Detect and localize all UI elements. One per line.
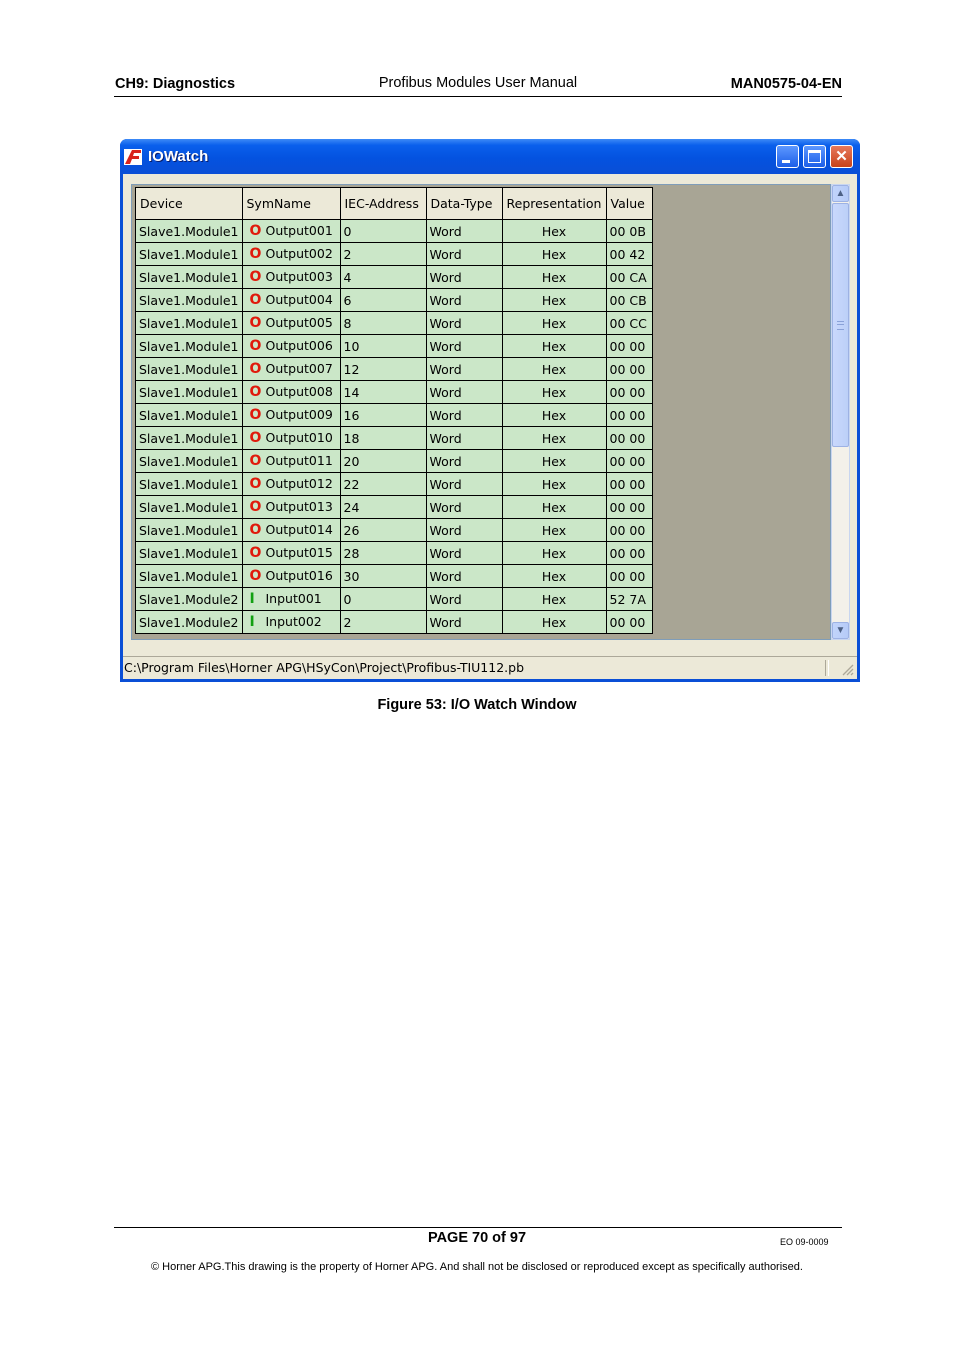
symname-cell [242, 312, 340, 335]
device-cell: Slave1.Module1 [136, 358, 243, 381]
value-cell: 00 00 [606, 381, 652, 404]
data-type-cell: Word [426, 266, 502, 289]
data-type-cell: Word [426, 220, 502, 243]
representation-cell: Hex [502, 243, 606, 266]
table-row[interactable] [136, 266, 653, 289]
output-marker-icon: O [249, 453, 262, 469]
data-type-cell: Word [426, 611, 502, 634]
table-row[interactable] [136, 473, 653, 496]
data-type-cell: Word [426, 358, 502, 381]
column-header-symname[interactable]: SymName [242, 188, 340, 220]
table-row[interactable] [136, 220, 653, 243]
output-marker-icon: O [249, 246, 262, 262]
symname-cell [242, 519, 340, 542]
output-marker-icon: O [249, 499, 262, 515]
output-marker-icon: O [249, 568, 262, 584]
value-cell: 00 00 [606, 427, 652, 450]
value-cell: 52 7A [606, 588, 652, 611]
data-type-cell: Word [426, 519, 502, 542]
device-cell: Slave1.Module1 [136, 335, 243, 358]
table-row[interactable] [136, 427, 653, 450]
iec-address-cell: 22 [340, 473, 426, 496]
window-titlebar[interactable] [120, 139, 860, 174]
device-cell: Slave1.Module1 [136, 404, 243, 427]
table-row[interactable] [136, 404, 653, 427]
representation-cell: Hex [502, 404, 606, 427]
output-marker-icon: O [249, 545, 262, 561]
output-marker-icon: O [249, 407, 262, 423]
device-cell: Slave1.Module1 [136, 220, 243, 243]
data-type-cell: Word [426, 565, 502, 588]
symname-cell [242, 542, 340, 565]
symname-label: Output010 [265, 430, 333, 445]
symname-cell [242, 473, 340, 496]
hsycon-app-icon [123, 147, 143, 167]
symname-label: Output011 [265, 453, 333, 468]
column-header-representation[interactable]: Representation [502, 188, 606, 220]
copyright-notice: © Horner APG.This drawing is the property of Horner APG. And shall not be disclosed or reproduced except as specifically authorised. [151, 1261, 803, 1273]
symname-cell [242, 243, 340, 266]
table-row[interactable] [136, 565, 653, 588]
table-row[interactable] [136, 335, 653, 358]
device-cell: Slave1.Module1 [136, 381, 243, 404]
representation-cell: Hex [502, 588, 606, 611]
symname-label: Input001 [265, 591, 322, 606]
scroll-up-button[interactable] [832, 185, 849, 202]
device-cell: Slave1.Module2 [136, 611, 243, 634]
symname-label: Output009 [265, 407, 333, 422]
value-cell: 00 0B [606, 220, 652, 243]
value-cell: 00 00 [606, 519, 652, 542]
table-row[interactable] [136, 496, 653, 519]
table-row[interactable] [136, 243, 653, 266]
close-button[interactable] [830, 145, 853, 168]
data-type-cell: Word [426, 289, 502, 312]
value-cell: 00 00 [606, 450, 652, 473]
data-type-cell: Word [426, 243, 502, 266]
iowatch-window [120, 139, 860, 682]
grip-icon [837, 321, 844, 330]
scroll-thumb[interactable] [832, 203, 849, 447]
symname-label: Output008 [265, 384, 333, 399]
device-cell: Slave1.Module2 [136, 588, 243, 611]
data-type-cell: Word [426, 404, 502, 427]
symname-cell [242, 588, 340, 611]
symname-cell [242, 289, 340, 312]
data-type-cell: Word [426, 381, 502, 404]
data-type-cell: Word [426, 542, 502, 565]
device-cell: Slave1.Module1 [136, 519, 243, 542]
maximize-button[interactable] [803, 145, 826, 168]
representation-cell: Hex [502, 220, 606, 243]
value-cell: 00 00 [606, 404, 652, 427]
symname-label: Output001 [265, 223, 333, 238]
status-divider [825, 660, 829, 676]
table-row[interactable] [136, 611, 653, 634]
value-cell: 00 CC [606, 312, 652, 335]
table-row[interactable] [136, 519, 653, 542]
iec-address-cell: 2 [340, 243, 426, 266]
vertical-scrollbar[interactable] [831, 184, 850, 640]
table-row[interactable] [136, 289, 653, 312]
value-cell: 00 CA [606, 266, 652, 289]
iec-address-cell: 18 [340, 427, 426, 450]
table-row[interactable] [136, 542, 653, 565]
data-type-cell: Word [426, 427, 502, 450]
eo-number: EO 09-0009 [780, 1237, 829, 1247]
chevron-down-icon: ▼ [835, 625, 846, 636]
window-title: IOWatch [148, 148, 209, 165]
device-cell: Slave1.Module1 [136, 473, 243, 496]
symname-label: Output013 [265, 499, 333, 514]
table-row[interactable] [136, 312, 653, 335]
value-cell: 00 00 [606, 335, 652, 358]
representation-cell: Hex [502, 335, 606, 358]
figure-caption: Figure 53: I/O Watch Window [377, 697, 577, 713]
input-marker-icon: I [249, 591, 255, 607]
output-marker-icon: O [249, 269, 262, 285]
symname-label: Output003 [265, 269, 333, 284]
output-marker-icon: O [249, 338, 262, 354]
value-cell: 00 00 [606, 542, 652, 565]
symname-cell [242, 450, 340, 473]
table-header-row [136, 188, 653, 220]
header-chapter: CH9: Diagnostics [115, 76, 236, 92]
status-file-path: C:\Program Files\Horner APG\HSyCon\Project\Profibus-TIU112.pb [124, 660, 525, 675]
symname-label: Output012 [265, 476, 333, 491]
symname-label: Output006 [265, 338, 333, 353]
page-number: PAGE 70 of 97 [427, 1230, 527, 1246]
column-header-iec-address[interactable]: IEC-Address [340, 188, 426, 220]
iec-address-cell: 24 [340, 496, 426, 519]
data-type-cell: Word [426, 335, 502, 358]
device-cell: Slave1.Module1 [136, 496, 243, 519]
iec-address-cell: 0 [340, 220, 426, 243]
window-client-area [123, 174, 857, 679]
table-row[interactable] [136, 450, 653, 473]
iec-address-cell: 16 [340, 404, 426, 427]
table-row[interactable] [136, 588, 653, 611]
symname-cell [242, 611, 340, 634]
header-doc-number: MAN0575-04-EN [730, 76, 842, 92]
iec-address-cell: 0 [340, 588, 426, 611]
symname-label: Output007 [265, 361, 333, 376]
device-cell: Slave1.Module1 [136, 266, 243, 289]
column-header-value[interactable]: Value [606, 188, 652, 220]
status-bar [123, 656, 857, 679]
symname-cell [242, 358, 340, 381]
output-marker-icon: O [249, 292, 262, 308]
iec-address-cell: 8 [340, 312, 426, 335]
io-watch-grid-area [131, 184, 831, 640]
device-cell: Slave1.Module1 [136, 289, 243, 312]
output-marker-icon: O [249, 361, 262, 377]
column-header-data-type[interactable]: Data-Type [426, 188, 502, 220]
symname-cell [242, 335, 340, 358]
value-cell: 00 00 [606, 611, 652, 634]
data-type-cell: Word [426, 473, 502, 496]
value-cell: 00 42 [606, 243, 652, 266]
output-marker-icon: O [249, 384, 262, 400]
representation-cell: Hex [502, 266, 606, 289]
symname-cell [242, 496, 340, 519]
value-cell: 00 00 [606, 358, 652, 381]
symname-label: Output015 [265, 545, 333, 560]
iec-address-cell: 10 [340, 335, 426, 358]
iec-address-cell: 12 [340, 358, 426, 381]
resize-grip-icon[interactable] [842, 664, 854, 676]
device-cell: Slave1.Module1 [136, 312, 243, 335]
chevron-up-icon: ▲ [835, 188, 846, 199]
iec-address-cell: 14 [340, 381, 426, 404]
representation-cell: Hex [502, 427, 606, 450]
representation-cell: Hex [502, 312, 606, 335]
footer-divider [114, 1227, 842, 1228]
representation-cell: Hex [502, 519, 606, 542]
device-cell: Slave1.Module1 [136, 450, 243, 473]
iec-address-cell: 6 [340, 289, 426, 312]
io-watch-table [135, 187, 653, 634]
representation-cell: Hex [502, 565, 606, 588]
representation-cell: Hex [502, 289, 606, 312]
symname-cell [242, 266, 340, 289]
representation-cell: Hex [502, 450, 606, 473]
data-type-cell: Word [426, 496, 502, 519]
iec-address-cell: 26 [340, 519, 426, 542]
iec-address-cell: 2 [340, 611, 426, 634]
device-cell: Slave1.Module1 [136, 565, 243, 588]
representation-cell: Hex [502, 381, 606, 404]
value-cell: 00 00 [606, 473, 652, 496]
symname-cell [242, 220, 340, 243]
representation-cell: Hex [502, 358, 606, 381]
representation-cell: Hex [502, 611, 606, 634]
header-manual-title: Profibus Modules User Manual [378, 75, 578, 91]
output-marker-icon: O [249, 430, 262, 446]
symname-cell [242, 381, 340, 404]
symname-label: Output016 [265, 568, 333, 583]
iec-address-cell: 4 [340, 266, 426, 289]
device-cell: Slave1.Module1 [136, 542, 243, 565]
representation-cell: Hex [502, 473, 606, 496]
symname-cell [242, 565, 340, 588]
iec-address-cell: 28 [340, 542, 426, 565]
page-header [114, 74, 842, 97]
data-type-cell: Word [426, 588, 502, 611]
data-type-cell: Word [426, 450, 502, 473]
column-header-device[interactable]: Device [136, 188, 243, 220]
representation-cell: Hex [502, 542, 606, 565]
input-marker-icon: I [249, 614, 255, 630]
maximize-icon [808, 150, 821, 163]
device-cell: Slave1.Module1 [136, 243, 243, 266]
value-cell: 00 00 [606, 496, 652, 519]
symname-label: Input002 [265, 614, 322, 629]
device-cell: Slave1.Module1 [136, 427, 243, 450]
symname-label: Output005 [265, 315, 333, 330]
close-icon: ✕ [835, 148, 848, 165]
table-row[interactable] [136, 358, 653, 381]
minimize-icon [782, 160, 790, 163]
output-marker-icon: O [249, 476, 262, 492]
data-type-cell: Word [426, 312, 502, 335]
value-cell: 00 CB [606, 289, 652, 312]
iec-address-cell: 20 [340, 450, 426, 473]
output-marker-icon: O [249, 522, 262, 538]
table-row[interactable] [136, 381, 653, 404]
symname-label: Output002 [265, 246, 333, 261]
symname-cell [242, 427, 340, 450]
output-marker-icon: O [249, 223, 262, 239]
output-marker-icon: O [249, 315, 262, 331]
scroll-down-button[interactable] [832, 622, 849, 639]
value-cell: 00 00 [606, 565, 652, 588]
minimize-button[interactable] [776, 145, 799, 168]
symname-cell [242, 404, 340, 427]
symname-label: Output014 [265, 522, 333, 537]
representation-cell: Hex [502, 496, 606, 519]
iec-address-cell: 30 [340, 565, 426, 588]
symname-label: Output004 [265, 292, 333, 307]
